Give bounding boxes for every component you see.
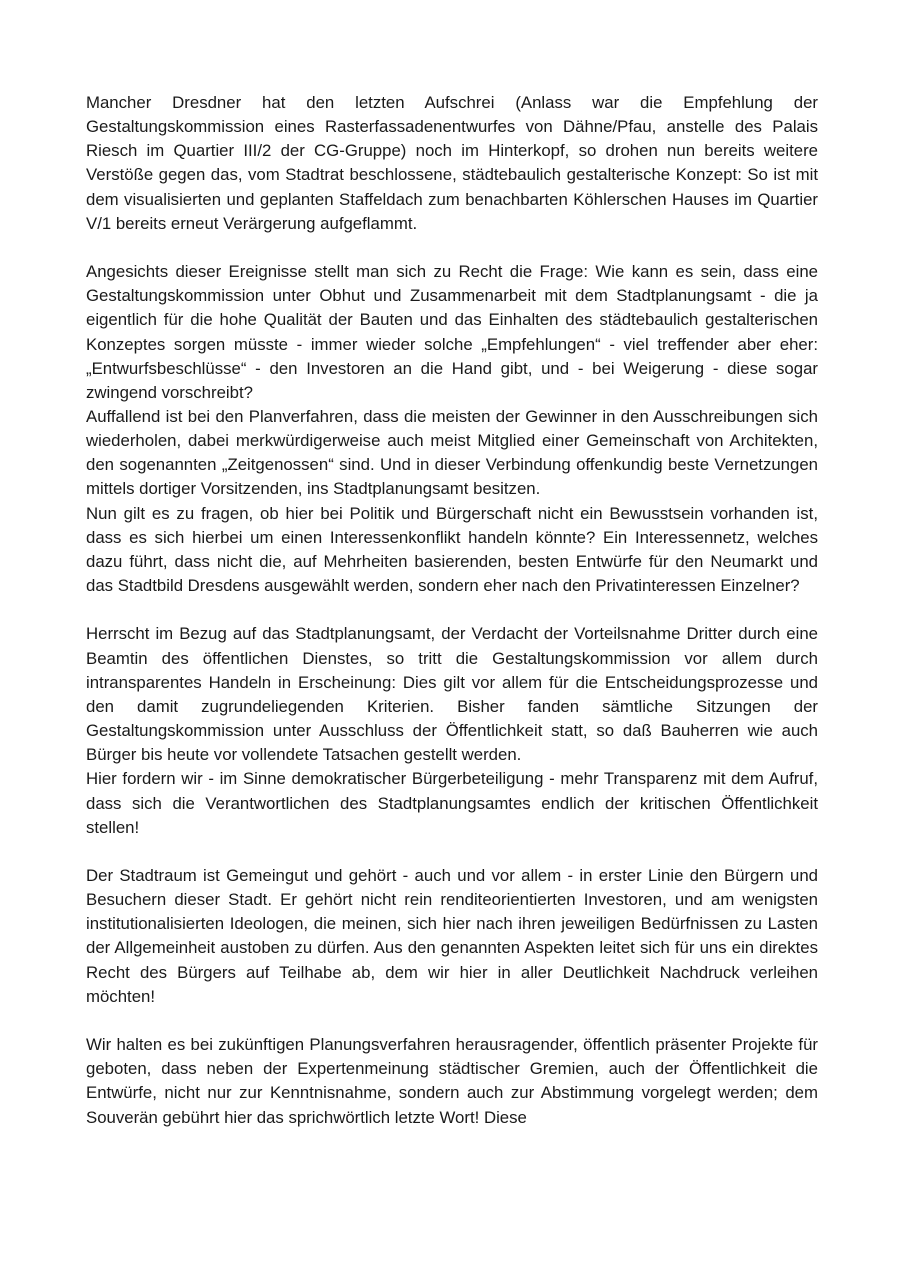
- paragraph-2: Angesichts dieser Ereignisse stellt man sich zu Recht die Frage: Wie kann es sein, dass eine Gestaltungskommission unter Obhut und Zusammenarbeit mit dem Stadtplanungsamt - die ja eigentlich für die hohe Qualität der Bauten und das Einhalten des städtebaulich gestalterischen Konzeptes sorgen müsste - immer wieder solche „Empfehlungen“ - viel treffender aber eher: „Entwurfsbeschlüsse“ - den Investoren an die Hand gibt, und - bei Weigerung - diese sogar zwingend vorschreibt?: [86, 262, 818, 402]
- paragraph-5: Herrscht im Bezug auf das Stadtplanungsamt, der Verdacht der Vorteilsnahme Dritter durch eine Beamtin des öffentlichen Dienstes, so tritt die Gestaltungskommission vor allem durch intransparentes Handeln in Erscheinung: Dies gilt vor allem für die Entscheidungsprozesse und den damit zugrundeliegenden Kriterien. Bisher fanden sämtliche Sitzungen der Gestaltungskommission unter Ausschluss der Öffentlichkeit statt, so daß Bauherren wie auch Bürger bis heute vor vollendete Tatsachen gestellt werden.: [86, 624, 818, 765]
- paragraph-1: Mancher Dresdner hat den letzten Aufschrei (Anlass war die Empfehlung der Gestaltungskommission eines Rasterfassadenentwurfes von Dähne/Pfau, anstelle des Palais Riesch im Quartier III/2 der CG-Gruppe) noch im Hinterkopf, so drohen nun bereits weitere Verstöße gegen das, vom Stadtrat beschlossene, städtebaulich gestalterische Konzept: So ist mit dem visualisierten und geplanten Staffeldach zum benachbarten Köhlerschen Hauses im Quartier V/1 bereits erneut Verärgerung aufgeflammt.: [86, 93, 818, 233]
- paragraph-8: Wir halten es bei zukünftigen Planungsverfahren herausragender, öffentlich präsenter Projekte für geboten, dass neben der Expertenmeinung städtischer Gremien, auch der Öffentlichkeit die Entwürfe, nicht nur zur Kenntnisnahme, sondern auch zur Abstimmung vorgelegt werden; dem Souverän gebührt hier das sprichwörtlich letzte Wort! Diese: [86, 1035, 818, 1127]
- document-page: [86, 91, 818, 1130]
- paragraph-4: Nun gilt es zu fragen, ob hier bei Politik und Bürgerschaft nicht ein Bewusstsein vorhanden ist, dass es sich hierbei um einen Interessenkonflikt handeln könnte? Ein Interessennetz, welches dazu führt, dass nicht die, auf Mehrheiten basierenden, besten Entwürfe für den Neumarkt und das Stadtbild Dresdens ausgewählt werden, sondern eher nach den Privatinteressen Einzelner?: [86, 503, 818, 596]
- paragraph-3: Auffallend ist bei den Planverfahren, dass die meisten der Gewinner in den Ausschreibungen sich wiederholen, dabei merkwürdigerweise auch meist Mitglied einer Gemeinschaft von Architekten, den sogenannten „Zeitgenossen“ sind. Und in dieser Verbindung offenkundig beste Vernetzungen mittels dortiger Vorsitzenden, ins Stadtplanungsamt besitzen.: [86, 407, 818, 499]
- paragraph-6: Hier fordern wir - im Sinne demokratischer Bürgerbeteiligung - mehr Transparenz mit dem Aufruf, dass sich die Verantwortlichen des Stadtplanungsamtes endlich der kritischen Öffentlichkeit stellen!: [86, 769, 818, 837]
- paragraph-7: Der Stadtraum ist Gemeingut und gehört - auch und vor allem - in erster Linie den Bürgern und Besuchern dieser Stadt. Er gehört nicht rein renditeorientierten Investoren, und am wenigsten institutionalisierten Ideologen, die meinen, sich hier nach ihren jeweiligen Bedürfnissen zu Lasten der Allgemeinheit austoben zu dürfen. Aus den genannten Aspekten leitet sich für uns ein direktes Recht des Bürgers auf Teilhabe ab, dem wir hier in aller Deutlichkeit Nachdruck verleihen möchten!: [86, 865, 818, 1006]
